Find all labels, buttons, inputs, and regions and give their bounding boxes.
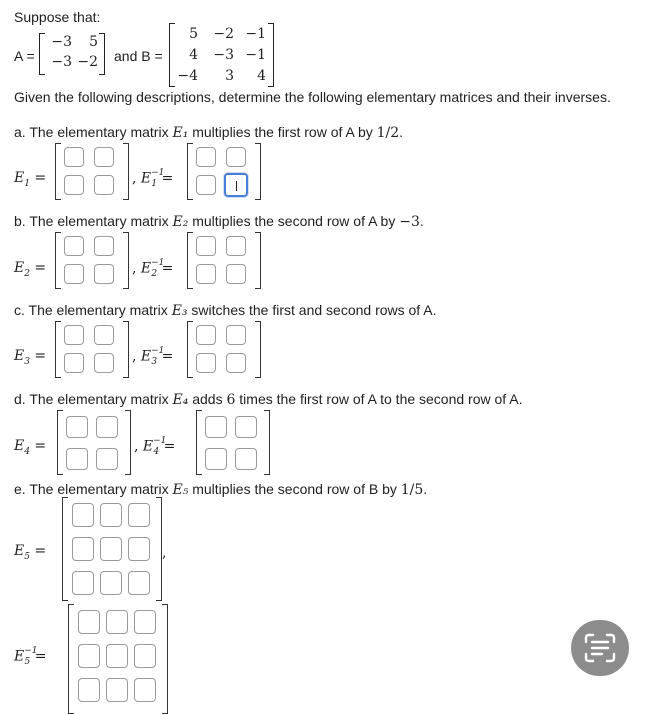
intro-text: Suppose that: [14, 9, 101, 25]
e5-entry-input[interactable] [72, 537, 94, 561]
e3-entry-input[interactable] [94, 325, 114, 345]
e2-inverse-entry-input[interactable] [226, 236, 246, 256]
instructions-text: Given the following descriptions, determine the following elementary matrices and their inverses. [14, 89, 611, 105]
e5-inverse-entry-input[interactable] [106, 678, 128, 702]
matrix-b-cell: 3 [225, 68, 234, 84]
text-caret [236, 181, 237, 191]
e5-comma: , [162, 545, 167, 561]
matrix-b [169, 23, 274, 87]
e3-label: $E_3$ = [14, 348, 47, 367]
e4-inverse-entry-input[interactable] [235, 416, 257, 438]
e5-entry-input[interactable] [100, 571, 122, 595]
e1-inverse-entry-input[interactable] [196, 147, 216, 167]
e3-inverse-entry-input[interactable] [226, 353, 246, 373]
matrix-b-cell: 5 [189, 26, 198, 42]
e5-entry-input[interactable] [100, 537, 122, 561]
e5-inverse-entry-input[interactable] [78, 644, 100, 668]
e3-inverse-matrix [187, 321, 261, 378]
e3-inverse-entry-input[interactable] [196, 353, 216, 373]
matrix-a-cell: −3 [51, 34, 72, 50]
e4-entry-input[interactable] [96, 416, 118, 438]
e5-inverse-entry-input[interactable] [134, 644, 156, 668]
e3-entry-input[interactable] [64, 353, 84, 373]
e5-inverse-entry-input[interactable] [106, 610, 128, 634]
e5-inverse-entry-input[interactable] [78, 678, 100, 702]
e2-entry-input[interactable] [94, 236, 114, 256]
e5-entry-input[interactable] [72, 571, 94, 595]
e5-entry-input[interactable] [128, 503, 150, 527]
e1-inverse-entry-input[interactable] [226, 147, 246, 167]
e3-inverse-entry-input[interactable] [196, 325, 216, 345]
and-b-label: and B = [114, 48, 163, 64]
e1-entry-input[interactable] [94, 175, 114, 195]
part-d-description: d. The elementary matrix E₄ adds 6 times the first row of A to the second row of A. [14, 391, 523, 408]
matrix-a [39, 33, 105, 75]
e2-entry-input[interactable] [94, 264, 114, 284]
text-scan-icon [583, 632, 617, 664]
e1-entry-input[interactable] [64, 147, 84, 167]
e5-entry-input[interactable] [100, 503, 122, 527]
matrix-b-cell: −3 [213, 47, 234, 63]
e2-inverse-matrix [187, 232, 261, 289]
matrix-b-cell: −2 [213, 26, 234, 42]
e5-entry-input[interactable] [72, 503, 94, 527]
e1-inverse-entry-input-focused[interactable] [224, 173, 248, 197]
e1-label: $E_1$ = [14, 170, 47, 189]
e5-entry-input[interactable] [128, 537, 150, 561]
e5-inverse-label: $E^{-1}_5$ = [14, 646, 47, 668]
e4-inverse-label: , $E^{-1}_4$ = [134, 436, 176, 458]
e5-inverse-entry-input[interactable] [134, 678, 156, 702]
matrix-b-cell: 4 [257, 68, 266, 84]
e1-matrix [55, 143, 129, 200]
e4-inverse-entry-input[interactable] [205, 416, 227, 438]
e1-inverse-matrix [187, 143, 261, 200]
e4-entry-input[interactable] [66, 448, 88, 470]
e5-inverse-entry-input[interactable] [106, 644, 128, 668]
matrix-a-cell: 5 [89, 34, 98, 50]
e2-entry-input[interactable] [64, 236, 84, 256]
e3-inverse-label: , $E^{-1}_3$ = [132, 346, 174, 368]
e4-label: $E_4$ = [14, 438, 47, 457]
e4-inverse-matrix [196, 410, 270, 475]
e4-inverse-entry-input[interactable] [235, 448, 257, 470]
e3-inverse-entry-input[interactable] [226, 325, 246, 345]
e2-inverse-label: , $E^{-1}_2$ = [132, 258, 174, 280]
part-e-description: e. The elementary matrix E₅ multiplies the second row of B by 1/5. [14, 481, 428, 498]
part-c-description: c. The elementary matrix E₃ switches the first and second rows of A. [14, 302, 437, 319]
e4-entry-input[interactable] [96, 448, 118, 470]
e1-inverse-entry-input[interactable] [196, 175, 216, 195]
e2-matrix [55, 232, 129, 289]
e5-label: $E_5$ = [14, 543, 47, 562]
e1-inverse-label: , $E^{-1}_1$ = [132, 168, 174, 190]
matrix-a-cell: −3 [51, 54, 72, 70]
matrix-b-cell: −1 [245, 47, 266, 63]
e3-entry-input[interactable] [94, 353, 114, 373]
part-b-description: b. The elementary matrix E₂ multiplies the second row of A by −3. [14, 213, 424, 230]
e3-entry-input[interactable] [64, 325, 84, 345]
e5-matrix [62, 497, 162, 601]
matrix-a-label: A = [14, 48, 35, 64]
matrix-b-cell: −4 [177, 68, 198, 84]
matrix-a-cell: −2 [77, 54, 98, 70]
e4-matrix [57, 410, 131, 475]
e3-matrix [55, 321, 129, 378]
e5-entry-input[interactable] [128, 571, 150, 595]
e2-inverse-entry-input[interactable] [226, 264, 246, 284]
e5-inverse-entry-input[interactable] [134, 610, 156, 634]
e2-label: $E_2$ = [14, 260, 47, 279]
e2-inverse-entry-input[interactable] [196, 264, 216, 284]
e1-entry-input[interactable] [64, 175, 84, 195]
e5-inverse-matrix [68, 604, 168, 714]
text-scan-button[interactable] [571, 620, 629, 676]
matrix-b-cell: 4 [189, 47, 198, 63]
e4-inverse-entry-input[interactable] [205, 448, 227, 470]
matrix-b-cell: −1 [245, 26, 266, 42]
e4-entry-input[interactable] [66, 416, 88, 438]
e5-inverse-entry-input[interactable] [78, 610, 100, 634]
part-a-description: a. The elementary matrix E₁ multiplies the first row of A by 1/2. [14, 124, 404, 141]
e2-inverse-entry-input[interactable] [196, 236, 216, 256]
e2-entry-input[interactable] [64, 264, 84, 284]
e1-entry-input[interactable] [94, 147, 114, 167]
